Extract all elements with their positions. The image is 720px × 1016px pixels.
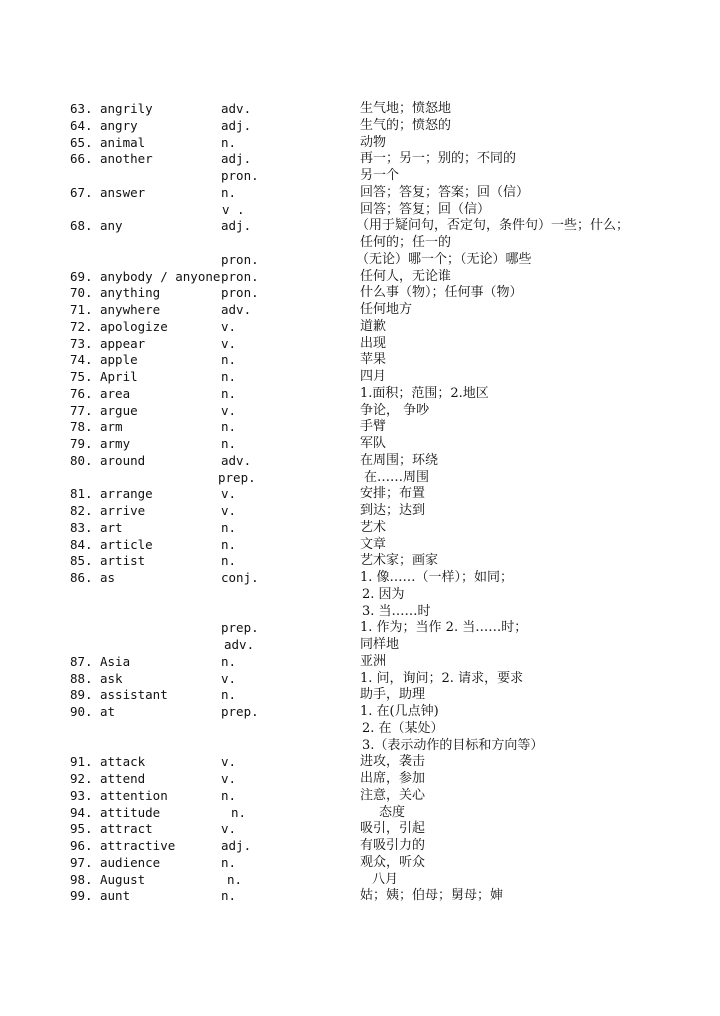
- entry-word: another: [100, 151, 153, 167]
- entry-part-of-speech: pron.: [221, 168, 259, 183]
- entry-part-of-speech: adj.: [221, 117, 252, 133]
- entry-part-of-speech: conj.: [221, 570, 259, 585]
- entry-meaning: 到达；达到: [360, 503, 426, 518]
- entry-part-of-speech: n.: [231, 804, 247, 820]
- entry-part-of-speech: n.: [221, 385, 237, 401]
- entry-meaning: 1. 作为；当作 2. 当……时；: [360, 620, 528, 636]
- entry-number: 65.: [70, 134, 93, 150]
- vocab-entry: [0, 620, 720, 636]
- vocab-entry: [0, 486, 720, 502]
- vocab-entry: [0, 202, 720, 218]
- entry-number: 95.: [70, 821, 93, 837]
- entry-meaning: 观众，听众: [360, 854, 426, 870]
- entry-number: 92.: [70, 771, 93, 786]
- entry-meaning: 军队: [360, 436, 387, 451]
- entry-word: art: [100, 519, 123, 535]
- entry-number: 91.: [70, 754, 93, 770]
- entry-number: 68.: [70, 218, 93, 234]
- entry-word: arrange: [100, 486, 153, 502]
- vocab-entry: [0, 386, 720, 402]
- entry-meaning: 道歉: [360, 318, 387, 334]
- vocab-entry: [0, 218, 720, 234]
- entry-part-of-speech: v.: [221, 821, 237, 837]
- vocab-entry: [0, 721, 720, 737]
- entry-part-of-speech: v.: [221, 486, 237, 502]
- vocab-entry: [0, 553, 720, 569]
- vocab-entry: [0, 872, 720, 888]
- entry-number: 80.: [70, 452, 93, 468]
- entry-meaning: 任何人，无论谁: [360, 268, 452, 284]
- entry-number: 93.: [70, 787, 93, 803]
- entry-number: 97.: [70, 854, 93, 870]
- entry-word: angrily: [100, 101, 153, 116]
- vocab-entry: [0, 453, 720, 469]
- entry-word: attractive: [100, 838, 176, 853]
- entry-word: Asia: [100, 653, 131, 669]
- entry-meaning: 艺术: [360, 519, 387, 535]
- entry-meaning: 生气的；愤怒的: [360, 117, 452, 133]
- entry-number: 96.: [70, 838, 93, 853]
- entry-meaning: 2. 因为: [362, 586, 405, 602]
- entry-number: 83.: [70, 519, 93, 535]
- entry-part-of-speech: n.: [221, 352, 237, 368]
- vocab-entry: [0, 168, 720, 184]
- entry-number: 81.: [70, 486, 93, 502]
- entry-part-of-speech: v.: [221, 318, 237, 334]
- vocab-entry: [0, 788, 720, 804]
- entry-part-of-speech: v.: [221, 771, 237, 786]
- entry-word: audience: [100, 854, 161, 870]
- entry-word: anything: [100, 285, 161, 301]
- vocab-entry: [0, 369, 720, 385]
- vocab-entry: [0, 704, 720, 720]
- entry-part-of-speech: n.: [221, 184, 237, 200]
- entry-number: 73.: [70, 335, 93, 351]
- vocab-entry: [0, 738, 720, 754]
- vocab-entry: [0, 888, 720, 904]
- entry-word: attack: [100, 754, 146, 770]
- entry-number: 69.: [70, 268, 93, 284]
- entry-word: apple: [100, 352, 138, 368]
- vocab-entry: [0, 821, 720, 837]
- entry-meaning: 任何的；任一的: [360, 235, 452, 250]
- entry-part-of-speech: prep.: [218, 469, 256, 485]
- entry-meaning: 动物: [360, 134, 387, 150]
- entry-part-of-speech: adj.: [221, 151, 252, 167]
- entry-word: ask: [100, 670, 123, 686]
- entry-number: 74.: [70, 352, 93, 368]
- entry-number: 82.: [70, 503, 93, 518]
- entry-meaning: 姑；姨；伯母；舅母；婶: [360, 888, 504, 904]
- entry-word: article: [100, 536, 153, 552]
- entry-number: 76.: [70, 385, 93, 401]
- vocab-entry: [0, 771, 720, 787]
- entry-part-of-speech: n.: [221, 436, 237, 451]
- vocab-entry: [0, 269, 720, 285]
- vocab-entry: [0, 252, 720, 268]
- entry-meaning: 同样地: [360, 637, 400, 652]
- entry-part-of-speech: n.: [221, 519, 237, 535]
- vocab-entry: [0, 587, 720, 603]
- entry-meaning: 争论， 争吵: [360, 402, 430, 418]
- entry-part-of-speech: adv.: [221, 101, 252, 116]
- entry-part-of-speech: prep.: [221, 620, 259, 636]
- entry-meaning: 1. 像……（一样）；如同；: [360, 570, 514, 585]
- entry-word: assistant: [100, 687, 168, 703]
- vocab-entry: [0, 687, 720, 703]
- entry-part-of-speech: pron.: [221, 268, 259, 284]
- entry-number: 75.: [70, 369, 93, 384]
- entry-number: 72.: [70, 318, 93, 334]
- entry-word: anywhere: [100, 302, 161, 317]
- entry-number: 89.: [70, 687, 93, 703]
- entry-number: 78.: [70, 419, 93, 435]
- entry-meaning: 助手，助理: [360, 687, 426, 703]
- vocab-entry: [0, 436, 720, 452]
- entry-meaning: 1.面积；范围；2.地区: [360, 385, 489, 401]
- entry-number: 77.: [70, 402, 93, 418]
- entry-meaning: 回答；答复；回（信）: [360, 201, 491, 217]
- vocab-entry: [0, 654, 720, 670]
- vocab-entry: [0, 151, 720, 167]
- vocab-entry: [0, 604, 720, 620]
- entry-word: army: [100, 436, 131, 451]
- entry-meaning: 文章: [360, 536, 387, 552]
- vocab-entry: [0, 235, 720, 251]
- entry-number: 88.: [70, 670, 93, 686]
- entry-part-of-speech: v.: [221, 754, 237, 770]
- entry-part-of-speech: n.: [221, 687, 237, 703]
- entry-number: 85.: [70, 553, 93, 569]
- entry-part-of-speech: n.: [221, 653, 237, 669]
- entry-meaning: 态度: [379, 804, 406, 820]
- entry-part-of-speech: adj.: [221, 838, 252, 853]
- entry-part-of-speech: n.: [221, 854, 237, 870]
- entry-meaning: （无论）哪一个；（无论）哪些: [356, 251, 532, 267]
- entry-meaning: 有吸引力的: [360, 838, 426, 853]
- entry-word: appear: [100, 335, 146, 351]
- entry-word: any: [100, 218, 123, 234]
- entry-word: argue: [100, 402, 138, 418]
- entry-part-of-speech: n.: [221, 369, 237, 384]
- entry-meaning: 进攻，袭击: [360, 754, 426, 770]
- entry-part-of-speech: pron.: [221, 251, 259, 267]
- entry-word: August: [100, 871, 146, 887]
- entry-part-of-speech: n.: [221, 787, 237, 803]
- entry-word: around: [100, 452, 146, 468]
- entry-number: 90.: [70, 704, 93, 719]
- entry-word: anybody / anyone: [100, 268, 221, 284]
- vocab-entry: [0, 101, 720, 117]
- entry-word: attract: [100, 821, 153, 837]
- entry-part-of-speech: adv.: [224, 637, 255, 652]
- entry-word: attend: [100, 771, 146, 786]
- entry-meaning: 再一；另一；别的；不同的: [360, 151, 517, 167]
- entry-part-of-speech: n.: [221, 888, 237, 904]
- vocab-entry: [0, 336, 720, 352]
- entry-word: answer: [100, 184, 146, 200]
- entry-part-of-speech: pron.: [221, 285, 259, 301]
- vocab-entry: [0, 352, 720, 368]
- entry-number: 99.: [70, 888, 93, 904]
- vocab-entry: [0, 302, 720, 318]
- entry-part-of-speech: n.: [221, 134, 237, 150]
- entry-meaning: 出现: [360, 335, 387, 351]
- vocab-entry: [0, 419, 720, 435]
- entry-number: 71.: [70, 302, 93, 317]
- entry-meaning: 在……周围: [364, 469, 430, 485]
- entry-meaning: 1. 问，询问；2. 请求，要求: [360, 670, 524, 686]
- vocab-entry: [0, 855, 720, 871]
- entry-word: area: [100, 385, 131, 401]
- entry-meaning: 3.（表示动作的目标和方向等）: [362, 737, 544, 753]
- entry-part-of-speech: v.: [221, 402, 237, 418]
- entry-meaning: 苹果: [360, 352, 387, 368]
- entry-part-of-speech: prep.: [221, 704, 259, 719]
- entry-meaning: 手臂: [360, 419, 387, 435]
- vocab-entry: [0, 637, 720, 653]
- entry-part-of-speech: n.: [221, 419, 237, 435]
- entry-meaning: 回答；答复；答案；回（信）: [360, 184, 530, 200]
- entry-part-of-speech: n.: [221, 536, 237, 552]
- entry-meaning: 什么事（物）；任何事（物）: [360, 285, 523, 301]
- vocab-entry: [0, 135, 720, 151]
- vocab-entry: [0, 754, 720, 770]
- entry-meaning: 亚洲: [360, 653, 387, 669]
- entry-word: at: [100, 704, 116, 719]
- entry-meaning: 注意，关心: [360, 787, 426, 803]
- entry-meaning: 安排；布置: [360, 486, 426, 502]
- vocab-entry: [0, 185, 720, 201]
- entry-word: arm: [100, 419, 123, 435]
- entry-number: 94.: [70, 804, 93, 820]
- entry-part-of-speech: adj.: [221, 218, 252, 234]
- entry-number: 79.: [70, 436, 93, 451]
- entry-part-of-speech: adv.: [221, 452, 252, 468]
- entry-word: attitude: [100, 804, 161, 820]
- entry-word: artist: [100, 553, 146, 569]
- entry-part-of-speech: n.: [221, 553, 237, 569]
- entry-word: angry: [100, 117, 138, 133]
- entry-part-of-speech: n.: [227, 871, 243, 887]
- entry-meaning: 任何地方: [360, 302, 413, 317]
- vocab-entry: [0, 503, 720, 519]
- entry-word: April: [100, 369, 138, 384]
- entry-number: 86.: [70, 570, 93, 585]
- vocab-entry: [0, 470, 720, 486]
- entry-number: 98.: [70, 871, 93, 887]
- entry-meaning: （用于疑问句，否定句，条件句）一些；什么；: [356, 218, 630, 234]
- entry-meaning: 3. 当……时: [362, 603, 431, 619]
- entry-part-of-speech: v .: [222, 201, 245, 217]
- entry-meaning: 出席，参加: [360, 771, 426, 786]
- entry-part-of-speech: v.: [221, 503, 237, 518]
- entry-meaning: 生气地；愤怒地: [360, 101, 452, 116]
- entry-meaning: 2. 在（某处）: [362, 720, 444, 736]
- entry-meaning: 八月: [372, 871, 399, 887]
- vocab-entry: [0, 671, 720, 687]
- entry-meaning: 艺术家；画家: [360, 553, 439, 569]
- vocab-entry: [0, 118, 720, 134]
- entry-number: 63.: [70, 101, 93, 116]
- entry-word: aunt: [100, 888, 131, 904]
- vocab-entry: [0, 520, 720, 536]
- entry-number: 87.: [70, 653, 93, 669]
- entry-word: arrive: [100, 503, 146, 518]
- entry-meaning: 四月: [360, 369, 387, 384]
- vocab-entry: [0, 319, 720, 335]
- entry-word: as: [100, 570, 116, 585]
- entry-number: 70.: [70, 285, 93, 301]
- entry-meaning: 另一个: [360, 168, 400, 183]
- entry-part-of-speech: v.: [221, 335, 237, 351]
- entry-word: animal: [100, 134, 146, 150]
- vocab-entry: [0, 285, 720, 301]
- entry-number: 66.: [70, 151, 93, 167]
- entry-number: 64.: [70, 117, 93, 133]
- vocab-entry: [0, 570, 720, 586]
- entry-meaning: 在周围；环绕: [360, 452, 439, 468]
- vocab-entry: [0, 537, 720, 553]
- vocab-entry: [0, 805, 720, 821]
- vocab-entry: [0, 403, 720, 419]
- entry-word: attention: [100, 787, 168, 803]
- entry-meaning: 1. 在(几点钟): [360, 704, 439, 719]
- entry-number: 67.: [70, 184, 93, 200]
- entry-meaning: 吸引，引起: [360, 821, 426, 837]
- entry-word: apologize: [100, 318, 168, 334]
- entry-part-of-speech: adv.: [221, 302, 252, 317]
- entry-number: 84.: [70, 536, 93, 552]
- entry-part-of-speech: v.: [221, 670, 237, 686]
- vocab-entry: [0, 838, 720, 854]
